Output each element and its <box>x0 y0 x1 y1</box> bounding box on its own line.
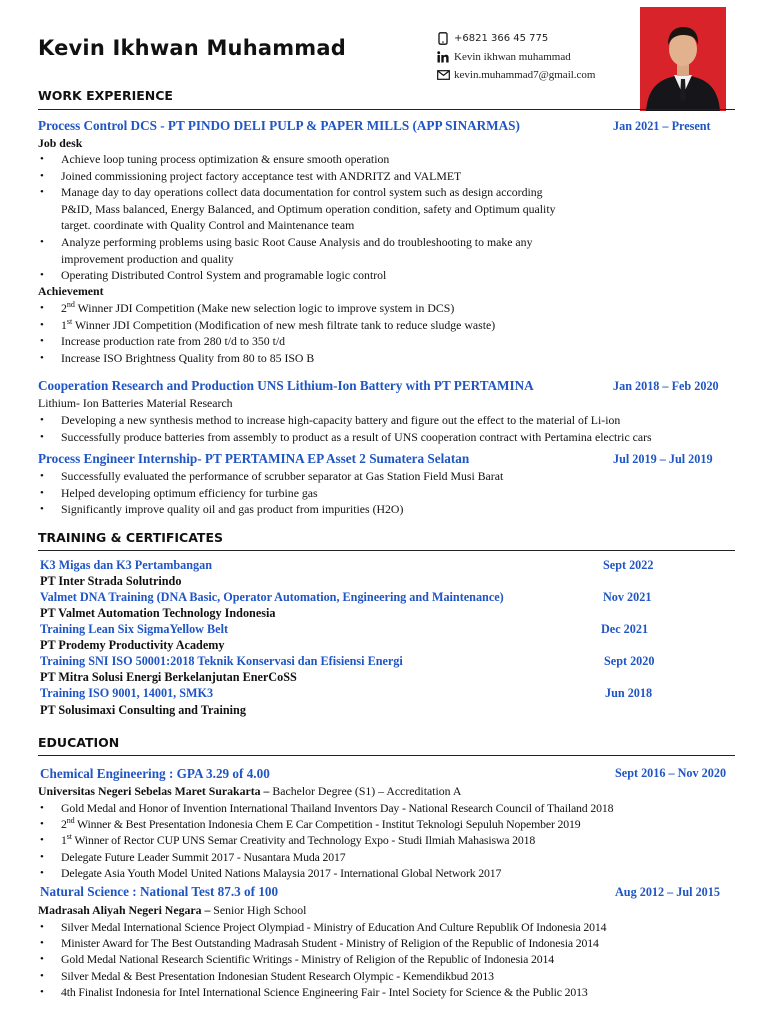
list-item: • Silver Medal & Best Presentation Indonesian Student Research Olympic - Kemendikbud 2013 <box>38 968 738 984</box>
list-item: • Manage day to day operations collect data documentation for control system such as design according P&ID, Mass balanced, Energy Balanced, and Optimum operation condition, safety and Optimum quality target. coordinate with Quality Control and Maintenance team <box>38 184 571 234</box>
email-text: kevin.muhammad7@gmail.com <box>454 69 596 81</box>
training-title: Training ISO 9001, 14001, SMK3 <box>40 686 214 700</box>
list-item-text: Winner of Rector CUP UNS Semar Creativity and Technology Expo - Studi Ilmiah Mahasiswa 2018 <box>71 833 536 848</box>
list-item: • Increase production rate from 280 t/d to 350 t/d <box>38 333 738 350</box>
job-list <box>38 468 738 518</box>
achievement-label: Achievement <box>38 284 104 298</box>
work-experience-heading: WORK EXPERIENCE <box>38 88 173 103</box>
list-item: • 4th Finalist Indonesia for Intel International Science Engineering Fair - Intel Society for Science & the Public 2013 <box>38 984 738 1000</box>
list-item: • Significantly improve quality oil and gas product from impurities (H2O) <box>38 501 738 518</box>
list-item: • Joined commissioning project factory acceptance test with ANDRITZ and VALMET <box>38 168 738 185</box>
email-icon <box>436 68 450 82</box>
list-item: • Silver Medal International Science Project Olympiad - Ministry of Education And Culture Republik Of Indonesia 2014 <box>38 919 738 935</box>
ordinal-suffix: nd <box>66 300 75 310</box>
list-item-text: Winner & Best Presentation Indonesia Chem E Car Competition - Institut Teknologi Sepuluh Nopember 2019 <box>74 817 581 832</box>
list-item: • Minister Award for The Best Outstanding Madrasah Student - Ministry of Religion of the Republic of Indonesia 2014 <box>38 935 738 951</box>
list-item: • Developing a new synthesis method to increase high-capacity battery and figure out the effect to the material of Li-ion <box>38 412 738 429</box>
list-item: • Helped developing optimum efficiency for turbine gas <box>38 485 738 502</box>
list-item: • Analyze performing problems using basic Root Cause Analysis and do troubleshooting to make any improvement production and quality <box>38 234 571 267</box>
list-item: • Gold Medal National Research Scientific Writings - Ministry of Religion of the Republic of Indonesia 2014 <box>38 951 738 967</box>
training-org: PT Valmet Automation Technology Indonesia <box>40 606 276 620</box>
contact-email[interactable] <box>436 68 596 82</box>
list-item: • Achieve loop tuning process optimization & ensure smooth operation <box>38 151 738 168</box>
contact-linkedin[interactable] <box>436 50 571 64</box>
list-item: • Increase ISO Brightness Quality from 80 to 85 ISO B <box>38 350 738 367</box>
training-date: Sept 2022 <box>603 558 654 572</box>
job-date: Jan 2021 – Present <box>613 119 711 133</box>
education-date: Sept 2016 – Nov 2020 <box>615 766 727 780</box>
list-item: • Successfully produce batteries from assembly to product as a result of UNS cooperation contract with Pertamina electric cars <box>38 429 738 446</box>
list-item-text: Winner JDI Competition (Make new selection logic to improve system in DCS) <box>74 301 455 315</box>
training-title: Training SNI ISO 50001:2018 Teknik Konservasi dan Efisiensi Energi <box>40 654 403 668</box>
list-item: • 1st Winner JDI Competition (Modification of new mesh filtrate tank to reduce sludge waste) <box>38 317 738 334</box>
education-achievements <box>38 800 738 881</box>
job-date: Jul 2019 – Jul 2019 <box>613 452 713 466</box>
education-date: Aug 2012 – Jul 2015 <box>615 885 720 899</box>
list-item-text: 1 <box>61 833 67 848</box>
list-item: • Delegate Future Leader Summit 2017 - Nusantara Muda 2017 <box>38 849 738 865</box>
list-item: • Operating Distributed Control System and programable logic control <box>38 267 738 284</box>
education-school <box>38 783 461 800</box>
training-date: Jun 2018 <box>605 686 653 700</box>
education-heading: EDUCATION <box>38 735 120 750</box>
education-title: Natural Science : National Test 87.3 of 100 <box>40 884 279 899</box>
list-item <box>38 832 738 848</box>
training-heading: TRAINING & CERTIFICATES <box>38 530 224 545</box>
list-item-text: Winner JDI Competition (Modification of new mesh filtrate tank to reduce sludge waste) <box>72 317 496 332</box>
job-subtitle: Lithium- Ion Batteries Material Research <box>38 396 233 410</box>
school-name: Madrasah Aliyah Negeri Negara – <box>38 903 211 917</box>
list-item <box>38 816 738 832</box>
training-title: K3 Migas dan K3 Pertambangan <box>40 558 212 572</box>
linkedin-icon <box>436 50 450 64</box>
ordinal-suffix: st <box>66 316 73 326</box>
section-divider <box>38 109 735 110</box>
list-item: • 2nd Winner JDI Competition (Make new selection logic to improve system in DCS) <box>38 300 738 317</box>
training-date: Dec 2021 <box>601 622 649 636</box>
achievement-list <box>38 300 738 366</box>
job-title: Process Control DCS - PT PINDO DELI PULP & PAPER MILLS (APP SINARMAS) <box>38 118 520 133</box>
list-item: • Gold Medal and Honor of Invention International Thailand Inventors Day - National Research Council of Thailand 2018 <box>38 800 738 816</box>
education-school <box>38 902 306 919</box>
degree-text: Bachelor Degree (S1) – Accreditation A <box>269 784 462 798</box>
education-title: Chemical Engineering : GPA 3.29 of 4.00 <box>40 766 270 781</box>
section-divider <box>38 550 735 551</box>
training-org: PT Solusimaxi Consulting and Training <box>40 703 246 717</box>
candidate-name: Kevin Ikhwan Muhammad <box>38 36 346 60</box>
list-item: • Delegate Asia Youth Model United Nations Malaysia 2017 - International Global Network 2017 <box>38 865 738 881</box>
training-title: Training Lean Six SigmaYellow Belt <box>40 622 229 636</box>
linkedin-text: Kevin ikhwan muhammad <box>454 51 571 63</box>
training-org: PT Inter Strada Solutrindo <box>40 574 182 588</box>
list-item: • Successfully evaluated the performance of scrubber separator at Gas Station Field Musi Barat <box>38 468 738 485</box>
phone-text: +6821 366 45 775 <box>454 32 549 44</box>
degree-text: Senior High School <box>210 903 307 917</box>
job-date: Jan 2018 – Feb 2020 <box>613 379 719 393</box>
profile-photo <box>640 7 726 111</box>
phone-icon <box>436 31 450 45</box>
job-list <box>38 412 738 445</box>
contact-phone <box>436 31 548 45</box>
ordinal-suffix: st <box>66 832 72 842</box>
job-desk-label: Job desk <box>38 136 83 150</box>
training-org: PT Mitra Solusi Energi Berkelanjutan EnerCoSS <box>40 670 297 684</box>
ordinal-suffix: nd <box>66 816 75 826</box>
training-date: Sept 2020 <box>604 654 655 668</box>
education-achievements <box>38 919 738 1000</box>
job-title: Process Engineer Internship- PT PERTAMINA EP Asset 2 Sumatera Selatan <box>38 451 470 466</box>
school-name: Universitas Negeri Sebelas Maret Surakarta – <box>38 784 270 798</box>
job-desk-list <box>38 151 738 284</box>
job-title: Cooperation Research and Production UNS Lithium-Ion Battery with PT PERTAMINA <box>38 378 534 393</box>
section-divider <box>38 755 735 756</box>
training-org: PT Prodemy Productivity Academy <box>40 638 225 652</box>
training-date: Nov 2021 <box>603 590 652 604</box>
training-title: Valmet DNA Training (DNA Basic, Operator Automation, Engineering and Maintenance) <box>40 590 504 604</box>
list-item-text: 2 <box>61 817 67 832</box>
